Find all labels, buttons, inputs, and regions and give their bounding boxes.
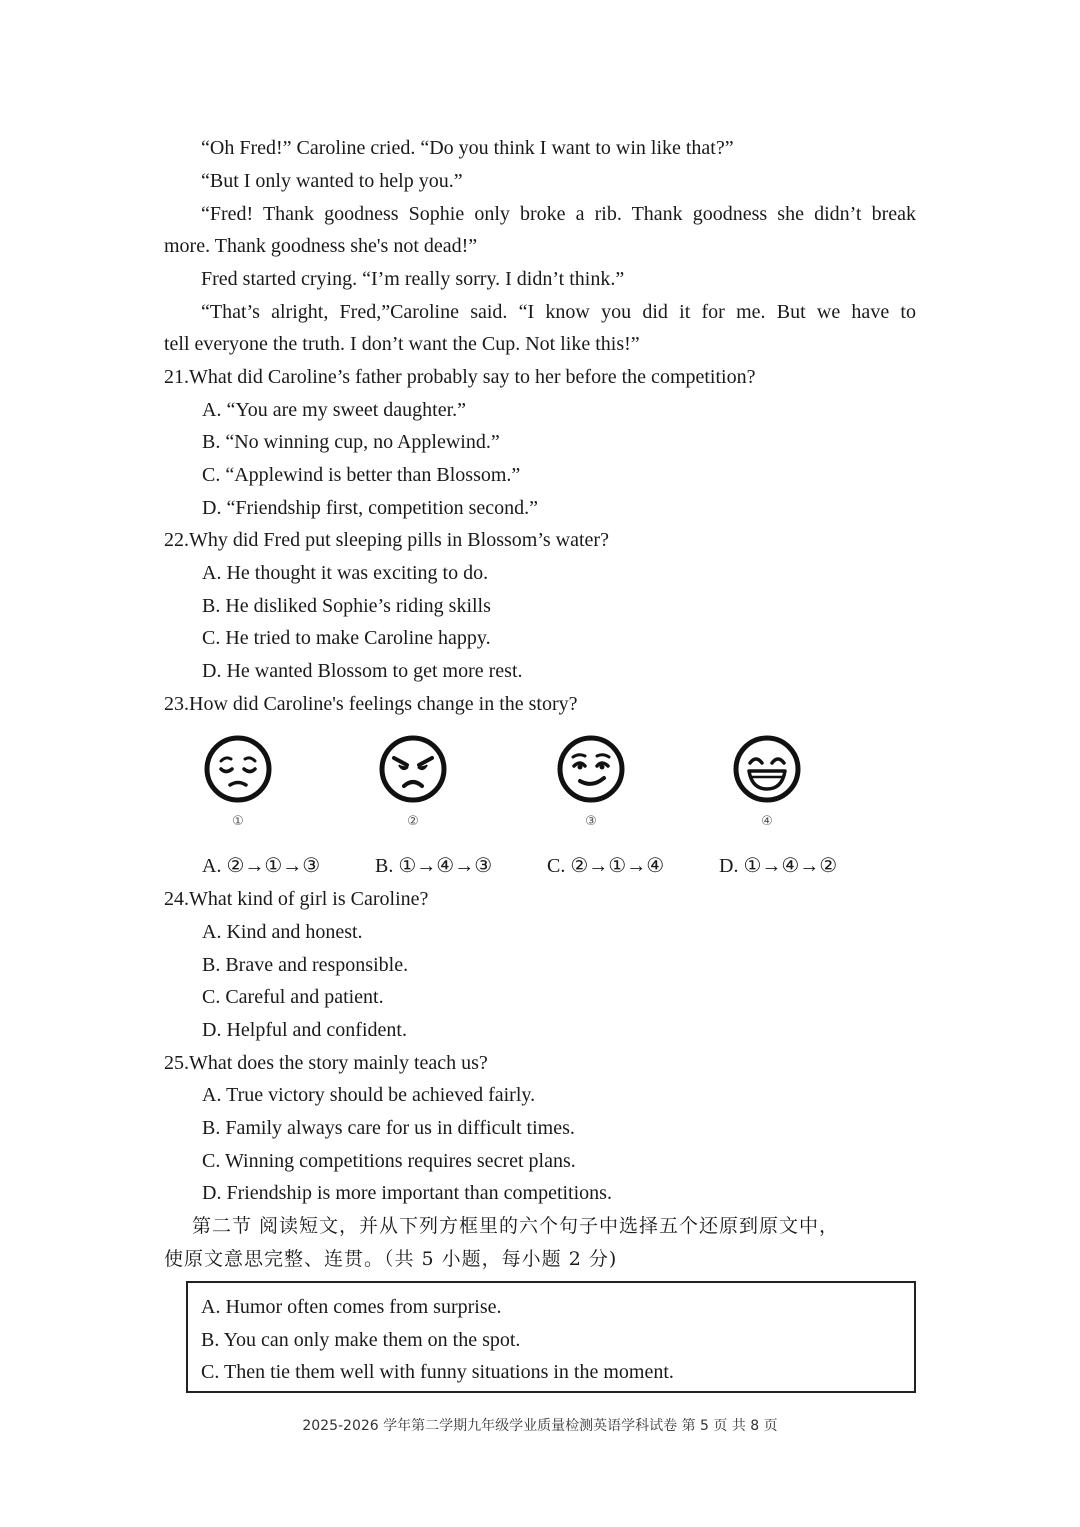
face-option-4 <box>732 734 802 829</box>
question-24-option-d: D. Helpful and confident. <box>202 1019 407 1041</box>
sad-face-icon <box>203 734 273 804</box>
passage-paragraph-continued: tell everyone the truth. I don’t want the Cup. Not like this!” <box>164 333 640 355</box>
question-23-option-b: B. ①→④→③ <box>375 855 493 877</box>
face-number: ③ <box>585 814 597 829</box>
face-number: ② <box>407 814 419 829</box>
question-23-option-c: C. ②→①→④ <box>547 855 665 877</box>
section-2-instruction-continued: 使原文意思完整、连贯。（共 5 小题，每小题 2 分) <box>164 1248 618 1270</box>
sentence-option-b: B. You can only make them on the spot. <box>201 1329 521 1351</box>
question-23-option-d: D. ①→④→② <box>719 855 838 877</box>
passage-paragraph: “Oh Fred!” Caroline cried. “Do you think I want to win like that?” <box>201 137 734 159</box>
face-number: ① <box>232 814 244 829</box>
question-25-option-d: D. Friendship is more important than competitions. <box>202 1182 612 1204</box>
passage-paragraph: Fred started crying. “I’m really sorry. I didn’t think.” <box>201 268 625 290</box>
question-22-option-b: B. He disliked Sophie’s riding skills <box>202 595 491 617</box>
sentence-options-box <box>186 1281 916 1393</box>
question-21-option-a: A. “You are my sweet daughter.” <box>202 399 467 421</box>
question-21-option-b: B. “No winning cup, no Applewind.” <box>202 431 500 453</box>
question-23-stem: 23.How did Caroline's feelings change in the story? <box>164 693 578 715</box>
question-24-option-c: C. Careful and patient. <box>202 986 384 1008</box>
sentence-option-a: A. Humor often comes from surprise. <box>201 1296 502 1318</box>
question-24-stem: 24.What kind of girl is Caroline? <box>164 888 429 910</box>
face-option-2 <box>378 734 448 829</box>
emotion-faces <box>0 734 1080 834</box>
page-footer: 2025-2026 学年第二学期九年级学业质量检测英语学科试卷 第 5 页 共 8 页 <box>302 1418 778 1434</box>
question-21-stem: 21.What did Caroline’s father probably say to her before the competition? <box>164 366 756 388</box>
question-25-option-c: C. Winning competitions requires secret plans. <box>202 1150 576 1172</box>
passage-paragraph: “That’s alright, Fred,”Caroline said. “I know you did it for me. But we have to <box>201 301 916 323</box>
face-option-1 <box>203 734 273 829</box>
sly-smile-face-icon <box>556 734 626 804</box>
passage-paragraph: “But I only wanted to help you.” <box>201 170 463 192</box>
question-22-stem: 22.Why did Fred put sleeping pills in Blossom’s water? <box>164 529 609 551</box>
question-24-option-a: A. Kind and honest. <box>202 921 363 943</box>
face-option-3 <box>556 734 626 829</box>
section-2-instruction: 第二节 阅读短文，并从下列方框里的六个句子中选择五个还原到原文中， <box>192 1215 840 1237</box>
question-25-option-a: A. True victory should be achieved fairly. <box>202 1084 536 1106</box>
sentence-option-c: C. Then tie them well with funny situations in the moment. <box>201 1361 674 1383</box>
angry-face-icon <box>378 734 448 804</box>
question-24-option-b: B. Brave and responsible. <box>202 954 409 976</box>
face-number: ④ <box>761 814 773 829</box>
question-21-option-c: C. “Applewind is better than Blossom.” <box>202 464 521 486</box>
laughing-face-icon <box>732 734 802 804</box>
passage-paragraph-continued: more. Thank goodness she's not dead!” <box>164 235 478 257</box>
question-22-option-d: D. He wanted Blossom to get more rest. <box>202 660 523 682</box>
question-21-option-d: D. “Friendship first, competition second.” <box>202 497 539 519</box>
question-25-option-b: B. Family always care for us in difficult times. <box>202 1117 575 1139</box>
question-22-option-a: A. He thought it was exciting to do. <box>202 562 489 584</box>
question-23-option-a: A. ②→①→③ <box>202 855 321 877</box>
question-25-stem: 25.What does the story mainly teach us? <box>164 1052 488 1074</box>
question-22-option-c: C. He tried to make Caroline happy. <box>202 627 491 649</box>
passage-paragraph: “Fred! Thank goodness Sophie only broke a rib. Thank goodness she didn’t break <box>201 203 916 225</box>
